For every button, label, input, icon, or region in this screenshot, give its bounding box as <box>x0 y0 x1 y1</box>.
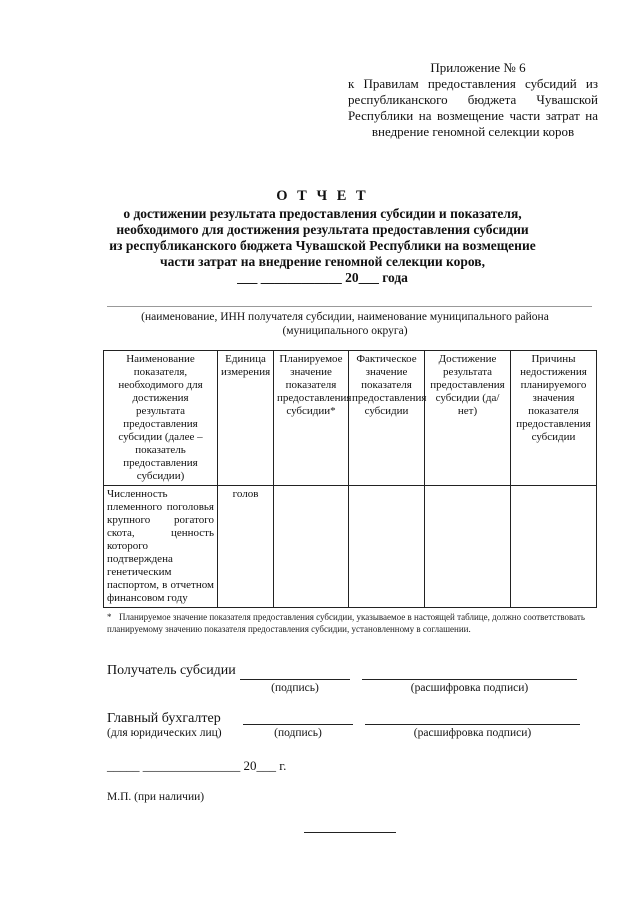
signature-caption: (подпись) <box>274 727 322 739</box>
table-row <box>104 486 597 608</box>
report-table <box>103 350 597 608</box>
table-header: Фактическое значение показателя предоставления субсидии <box>349 351 425 486</box>
report-title-line: о достижении результата предоставления субсидии и показателя, <box>123 206 522 221</box>
table-cell-actual[interactable] <box>349 486 425 608</box>
report-title-line: необходимого для достижения результата предоставления субсидии <box>116 222 529 237</box>
decryption-caption: (расшифровка подписи) <box>410 682 529 694</box>
table-header-row <box>104 351 597 486</box>
table-header: Планируемое значение показателя предоставления субсидии* <box>274 351 349 486</box>
recipient-caption: (наименование, ИНН получателя субсидии, наименование муниципального района (муниципального округа) <box>141 311 549 337</box>
report-date-line: ___ ____________ 20___ года <box>237 270 408 285</box>
appendix-block <box>348 60 598 140</box>
table-header: Наименование показателя, необходимого для достижения результата предоставления субсидии (далее – показатель предоставления субсидии) <box>104 351 218 486</box>
table-cell-unit: голов <box>218 486 274 608</box>
table-cell-indicator: Численность племенного поголовья крупного рогатого скота, ценность которого подтверждена генетическим паспортом, в отчетном финансовом году <box>104 486 218 608</box>
report-title-line: из республиканского бюджета Чувашской Республики на возмещение <box>109 238 536 253</box>
accountant-note: (для юридических лиц) <box>107 727 222 739</box>
table-cell-reasons[interactable] <box>511 486 597 608</box>
table-cell-achievement[interactable] <box>425 486 511 608</box>
footnote-text: Планируемое значение показателя предоставления субсидии, указываемое в настоящей таблице, должно соответствовать планируемому значению показателя предоставления субсидии, установленному в соглашении. <box>107 612 585 634</box>
table-header: Единица измерения <box>218 351 274 486</box>
table-cell-planned[interactable] <box>274 486 349 608</box>
appendix-text: к Правилам предоставления субсидий из республиканского бюджета Чувашской Республики на возмещение части затрат на внедрение геномной селекции коров <box>348 76 598 139</box>
stamp-note: М.П. (при наличии) <box>107 791 205 803</box>
footnote <box>107 611 597 635</box>
table-header: Достижение результата предоставления субсидии (да/нет) <box>425 351 511 486</box>
bottom-separator <box>304 832 396 833</box>
accountant-signature-line[interactable] <box>243 724 353 725</box>
signature-date-line: _____ _______________ 20___ г. <box>107 758 287 773</box>
recipient-line[interactable] <box>107 306 592 307</box>
recipient-label: Получатель субсидии <box>107 663 236 678</box>
report-title-line: части затрат на внедрение геномной селекции коров, <box>160 254 485 269</box>
signature-caption: (подпись) <box>271 682 319 694</box>
recipient-signature-line[interactable] <box>240 679 350 680</box>
report-title <box>100 188 545 286</box>
table-header: Причины недостижения планируемого значения показателя предоставления субсидии <box>511 351 597 486</box>
recipient-decryption-line[interactable] <box>362 679 577 680</box>
appendix-number: Приложение № 6 <box>430 60 526 75</box>
footnote-marker: * <box>107 612 112 622</box>
decryption-caption: (расшифровка подписи) <box>413 727 532 739</box>
report-heading: О Т Ч Е Т <box>276 188 369 204</box>
accountant-decryption-line[interactable] <box>365 724 580 725</box>
accountant-label: Главный бухгалтер <box>107 711 221 726</box>
